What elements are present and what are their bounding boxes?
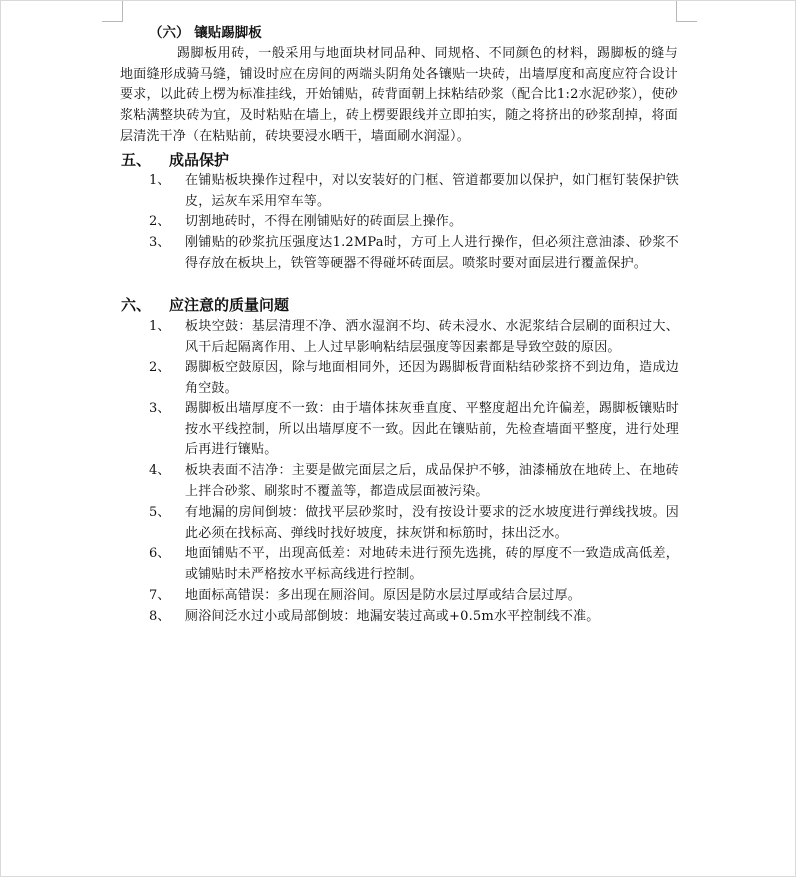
list-item [149, 399, 679, 461]
list-item [149, 461, 679, 502]
list-item-text: 在铺贴板块操作过程中，对以安装好的门框、管道都要加以保护，如门框钉装保护铁皮，运灰车采用窄车等。 [185, 173, 679, 209]
page-corner-mark-right [676, 1, 697, 22]
list-item-number: 6、 [149, 546, 171, 561]
list-item-number: 5、 [149, 505, 171, 520]
list-item-number: 2、 [149, 360, 171, 375]
section-number: 六、 [121, 296, 152, 314]
list-item-text: 刚铺贴的砂浆抗压强度达1.2MPa时，方可上人进行操作，但必须注意油漆、砂浆不得存放在板块上，铁管等硬器不得碰坏砖面层。喷浆时要对面层进行覆盖保护。 [185, 235, 679, 271]
list-item-number: 7、 [149, 588, 171, 603]
list-item-number: 8、 [149, 609, 171, 624]
list-item [149, 358, 679, 399]
list-item [149, 544, 679, 585]
section-title: 应注意的质量问题 [169, 296, 290, 314]
list-item-number: 1、 [149, 319, 171, 334]
subsection-paragraph: 踢脚板用砖，一般采用与地面块材同品种、同规格、不同颜色的材料，踢脚板的缝与地面缝形成骑马缝，铺设时应在房间的两端头阴角处各镶贴一块砖，出墙厚度和高度应符合设计要求，以此砖上楞为标准挂线，开始铺贴，砖背面朝上抹粘结砂浆（配合比1:2水泥砂浆），使砂浆粘满整块砖为宜，及时粘贴在墙上，砖上楞要跟线并立即拍实，随之将挤出的砂浆刮掉，将面层清洗干净（在粘贴前，砖块要浸水晒干，墙面刷水润湿）。 [120, 46, 678, 144]
list-item-number: 3、 [149, 401, 171, 416]
subsection-heading: （六） 镶贴踢脚板 [149, 25, 262, 41]
list-item [149, 212, 679, 233]
list-item [149, 607, 679, 628]
list-item-number: 1、 [149, 173, 171, 188]
list-item [149, 503, 679, 544]
list-item-text: 板块表面不洁净：主要是做完面层之后，成品保护不够，油漆桶放在地砖上、在地砖上拌合砂浆、刷浆时不覆盖等，都造成层面被污染。 [185, 463, 679, 499]
list-item-number: 2、 [149, 214, 171, 229]
list-item-number: 4、 [149, 463, 171, 478]
list-item [149, 317, 679, 358]
list-item-text: 地面铺贴不平，出现高低差：对地砖未进行预先选挑，砖的厚度不一致造成高低差，或铺贴时未严格按水平标高线进行控制。 [185, 546, 679, 582]
list-item-text: 踢脚板出墙厚度不一致：由于墙体抹灰垂直度、平整度超出允许偏差，踢脚板镶贴时按水平线控制，所以出墙厚度不一致。因此在镶贴前，先检查墙面平整度，进行处理后再进行镶贴。 [185, 401, 679, 457]
list-item-text: 踢脚板空鼓原因，除与地面相同外，还因为踢脚板背面粘结砂浆挤不到边角，造成边角空鼓。 [185, 360, 679, 396]
section-number: 五、 [121, 151, 152, 169]
list-item-text: 地面标高错误：多出现在厕浴间。原因是防水层过厚或结合层过厚。 [185, 588, 582, 603]
list-item-number: 3、 [149, 235, 171, 250]
section-title: 成品保护 [169, 151, 230, 169]
page-corner-mark-left [102, 1, 123, 22]
list-item [149, 171, 679, 212]
list-item-text: 有地漏的房间倒坡：做找平层砂浆时，没有按设计要求的泛水坡度进行弹线找坡。因此必须在找标高、弹线时找好坡度，抹灰饼和标筋时，抹出泛水。 [185, 505, 679, 541]
list-item-text: 板块空鼓：基层清理不净、洒水湿润不均、砖未浸水、水泥浆结合层刷的面积过大、风干后起隔离作用、上人过早影响粘结层强度等因素都是导致空鼓的原因。 [185, 319, 679, 355]
list-item-text: 切割地砖时，不得在刚铺贴好的砖面层上操作。 [185, 214, 463, 229]
list-item [149, 233, 679, 274]
list-item [149, 586, 679, 607]
list-item-text: 厕浴间泛水过小或局部倒坡：地漏安装过高或+0.5m水平控制线不准。 [185, 609, 600, 624]
